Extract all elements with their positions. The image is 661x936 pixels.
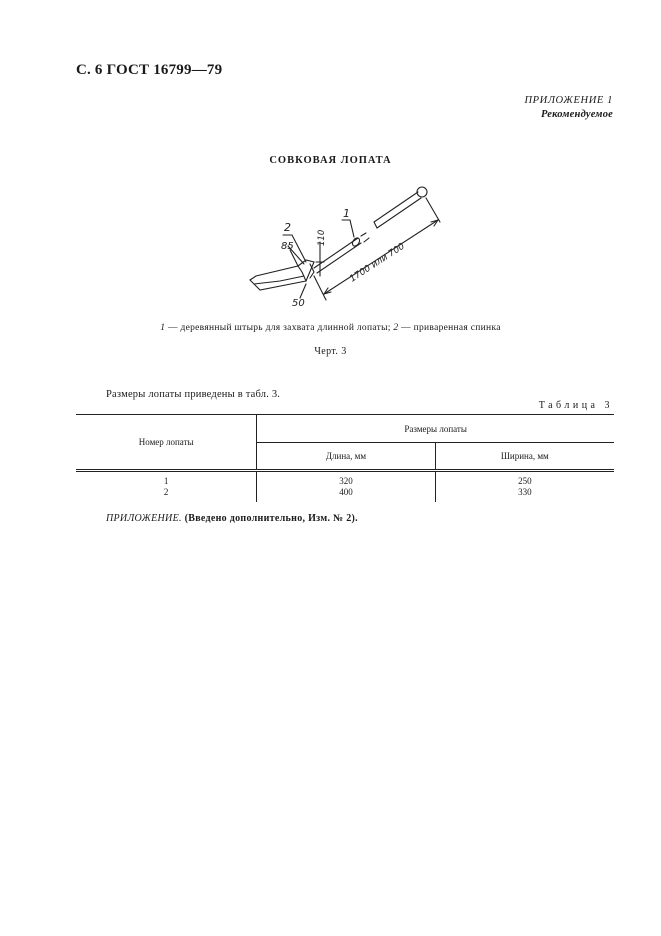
handle-line-b (317, 243, 361, 273)
header-length: Длина, мм (257, 443, 435, 471)
length-arrow-a (324, 288, 331, 294)
header-width: Ширина, мм (435, 443, 614, 471)
page-header: С. 6 ГОСТ 16799—79 (76, 62, 223, 78)
appendix-block (524, 94, 613, 122)
cell-width: 250 (435, 471, 614, 488)
leader-50 (300, 284, 306, 298)
cell-width: 330 (435, 487, 614, 502)
caption-text-2: — приваренная спинка (398, 323, 501, 333)
handle-upper-a (374, 192, 418, 222)
cell-length: 320 (257, 471, 435, 488)
caption-num-1: 1 (160, 323, 166, 333)
header-number: Номер лопаты (76, 415, 257, 471)
appendix-note (106, 513, 358, 524)
table-caption: Таблица 3 (538, 400, 613, 411)
handle-break-lower (361, 233, 369, 242)
wooden-peg (351, 237, 361, 248)
shovel-blade (250, 266, 306, 290)
dimensions-table (76, 414, 614, 502)
section-title: СОВКОВАЯ ЛОПАТА (269, 155, 392, 166)
handle-upper-b (377, 198, 421, 228)
note-label: ПРИЛОЖЕНИЕ. (106, 513, 182, 524)
leader-1 (342, 220, 354, 237)
figure-label: Черт. 3 (314, 346, 347, 357)
intro-text: Размеры лопаты приведены в табл. 3. (106, 389, 281, 400)
angle-label: 85 (281, 241, 294, 252)
header-group: Размеры лопаты (257, 415, 614, 443)
ext-line-b (426, 198, 440, 222)
appendix-status: Рекомендуемое (541, 109, 613, 120)
ext-line-a (314, 276, 326, 300)
dim-length: 1700 или 700 (348, 241, 407, 285)
table-row (76, 487, 614, 502)
caption-num-2: 2 (393, 323, 399, 333)
shovel-drawing (240, 180, 450, 310)
caption-text-1: — деревянный штырь для захвата длинной лопаты; (165, 323, 394, 333)
dim-50: 50 (292, 298, 305, 309)
cell-number: 1 (163, 476, 169, 486)
cell-length: 400 (257, 487, 435, 502)
length-arrow-b (431, 220, 438, 226)
note-text: (Введено дополнительно, Изм. № 2). (181, 513, 358, 524)
cell-number: 2 (163, 487, 169, 497)
appendix-label: ПРИЛОЖЕНИЕ 1 (524, 95, 613, 106)
table-row (76, 471, 614, 488)
callout-2: 2 (284, 221, 291, 234)
handle-break-upper (374, 222, 377, 228)
figure-caption (0, 323, 661, 333)
callout-1: 1 (343, 207, 350, 220)
dim-110: 110 (317, 229, 327, 246)
